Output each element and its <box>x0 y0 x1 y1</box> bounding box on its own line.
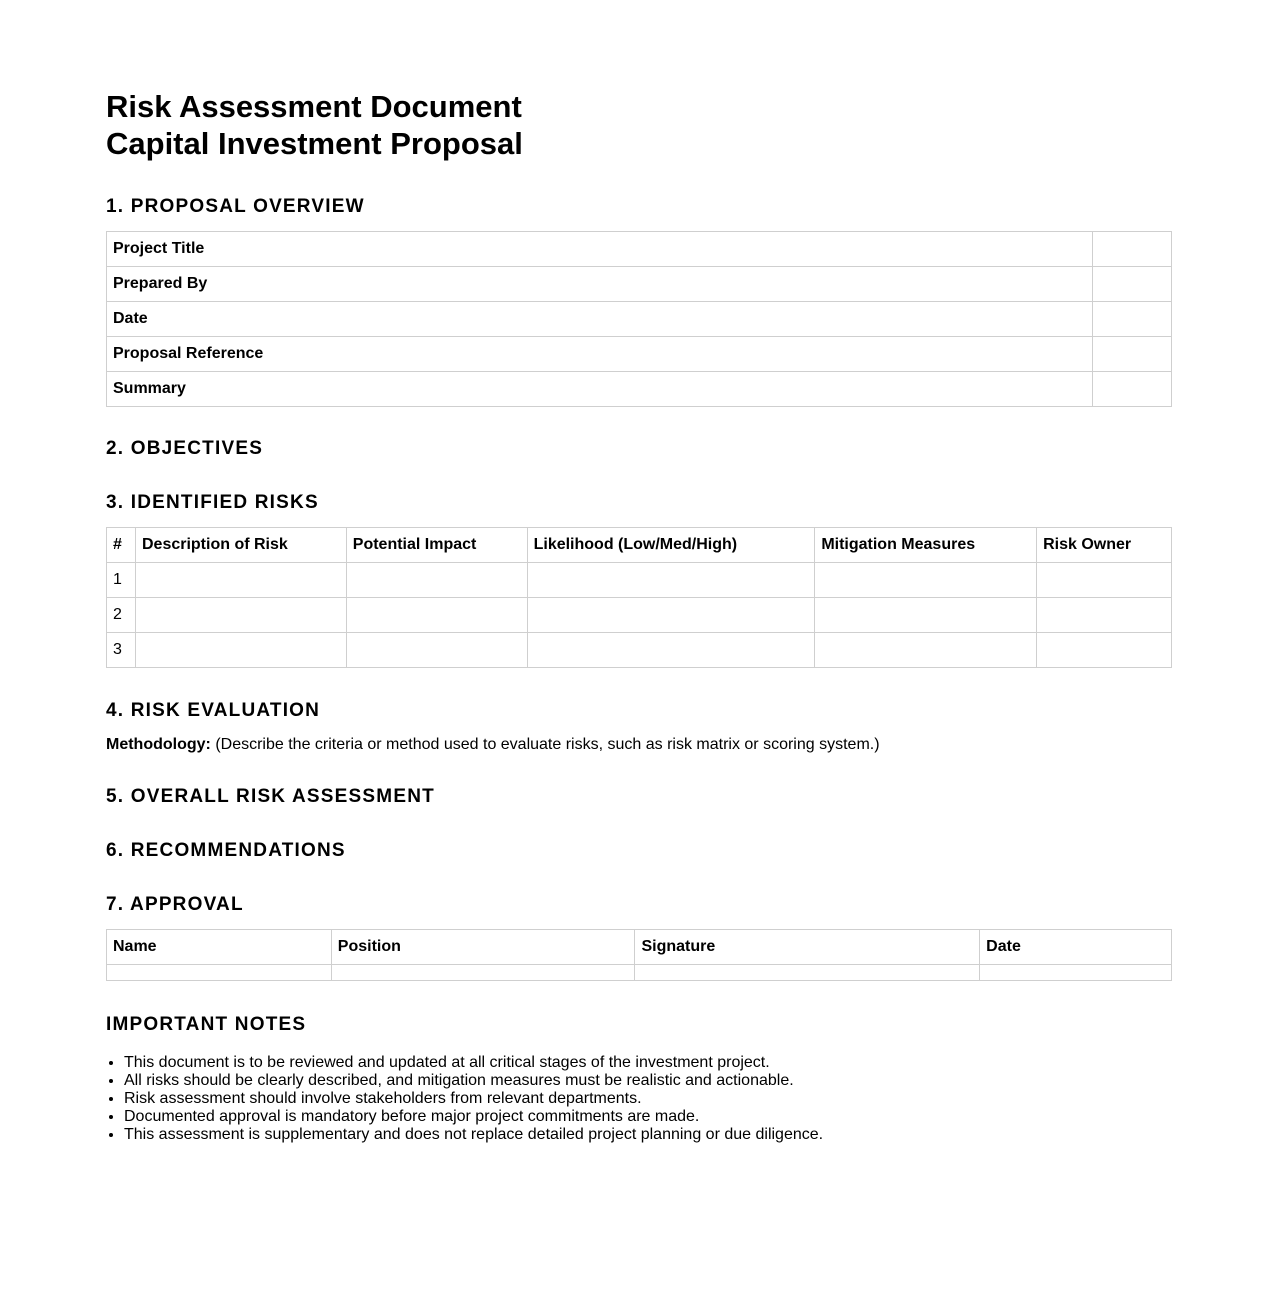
list-item: • This assessment is supplementary and does not replace detailed project planning or due diligence. <box>124 1126 1172 1144</box>
list-item: • Documented approval is mandatory before major project commitments are made. <box>124 1108 1172 1126</box>
table-row <box>107 598 1172 633</box>
column-header-impact: Potential Impact <box>346 528 527 563</box>
table-row <box>107 267 1172 302</box>
section-heading-overall: 5. OVERALL RISK ASSESSMENT <box>106 786 435 807</box>
risk-number: 3 <box>107 633 136 668</box>
risk-number: 1 <box>107 563 136 598</box>
risk-description-cell[interactable] <box>135 633 346 668</box>
table-row <box>107 372 1172 407</box>
section-heading-notes: IMPORTANT NOTES <box>106 1014 307 1035</box>
approval-name-cell[interactable] <box>107 965 332 981</box>
approval-position-cell[interactable] <box>331 965 635 981</box>
section-heading-recommendations: 6. RECOMMENDATIONS <box>106 840 346 861</box>
section-heading-overview: 1. PROPOSAL OVERVIEW <box>106 196 365 217</box>
overview-label: Prepared By <box>107 267 1093 302</box>
risk-impact-cell[interactable] <box>346 598 527 633</box>
overview-value-cell[interactable] <box>1093 372 1172 407</box>
risk-mitigation-cell[interactable] <box>815 563 1037 598</box>
section-heading-evaluation: 4. RISK EVALUATION <box>106 700 321 721</box>
column-header-likelihood: Likelihood (Low/Med/High) <box>527 528 815 563</box>
column-header-date: Date <box>980 930 1172 965</box>
table-row <box>107 633 1172 668</box>
column-header-owner: Risk Owner <box>1037 528 1172 563</box>
overview-label: Date <box>107 302 1093 337</box>
overview-value-cell[interactable] <box>1093 337 1172 372</box>
table-header-row <box>107 528 1172 563</box>
column-header-number: # <box>107 528 136 563</box>
risk-likelihood-cell[interactable] <box>527 598 815 633</box>
table-header-row <box>107 930 1172 965</box>
overview-label: Project Title <box>107 232 1093 267</box>
methodology-label: Methodology: <box>106 736 211 753</box>
title-line-2: Capital Investment Proposal <box>106 126 523 161</box>
risk-description-cell[interactable] <box>135 598 346 633</box>
column-header-signature: Signature <box>635 930 980 965</box>
methodology-description: (Describe the criteria or method used to evaluate risks, such as risk matrix or scoring system.) <box>210 736 880 753</box>
table-row <box>107 302 1172 337</box>
overview-label: Summary <box>107 372 1093 407</box>
risk-mitigation-cell[interactable] <box>815 633 1037 668</box>
section-heading-risks: 3. IDENTIFIED RISKS <box>106 492 319 513</box>
table-row <box>107 337 1172 372</box>
overview-value-cell[interactable] <box>1093 267 1172 302</box>
risk-impact-cell[interactable] <box>346 633 527 668</box>
list-item: • Risk assessment should involve stakeholders from relevant departments. <box>124 1090 1172 1108</box>
risk-owner-cell[interactable] <box>1037 633 1172 668</box>
column-header-position: Position <box>331 930 635 965</box>
table-row <box>107 965 1172 981</box>
column-header-mitigation: Mitigation Measures <box>815 528 1037 563</box>
overview-label: Proposal Reference <box>107 337 1093 372</box>
risk-owner-cell[interactable] <box>1037 598 1172 633</box>
risk-number: 2 <box>107 598 136 633</box>
column-header-description: Description of Risk <box>135 528 346 563</box>
risk-description-cell[interactable] <box>135 563 346 598</box>
notes-list <box>106 1054 1172 1144</box>
risk-likelihood-cell[interactable] <box>527 563 815 598</box>
risks-table <box>106 527 1172 668</box>
risk-mitigation-cell[interactable] <box>815 598 1037 633</box>
table-row <box>107 563 1172 598</box>
section-heading-objectives: 2. OBJECTIVES <box>106 438 264 459</box>
table-row <box>107 232 1172 267</box>
list-item: • This document is to be reviewed and updated at all critical stages of the investment project. <box>124 1054 1172 1072</box>
risk-impact-cell[interactable] <box>346 563 527 598</box>
methodology-text <box>106 735 1172 755</box>
column-header-name: Name <box>107 930 332 965</box>
overview-value-cell[interactable] <box>1093 302 1172 337</box>
risk-owner-cell[interactable] <box>1037 563 1172 598</box>
approval-table <box>106 929 1172 981</box>
risk-likelihood-cell[interactable] <box>527 633 815 668</box>
section-heading-approval: 7. APPROVAL <box>106 894 244 915</box>
overview-value-cell[interactable] <box>1093 232 1172 267</box>
list-item: • All risks should be clearly described, and mitigation measures must be realistic and actionable. <box>124 1072 1172 1090</box>
title-line-1: Risk Assessment Document <box>106 89 522 124</box>
document-title <box>106 88 1172 162</box>
approval-signature-cell[interactable] <box>635 965 980 981</box>
approval-date-cell[interactable] <box>980 965 1172 981</box>
overview-table <box>106 231 1172 407</box>
